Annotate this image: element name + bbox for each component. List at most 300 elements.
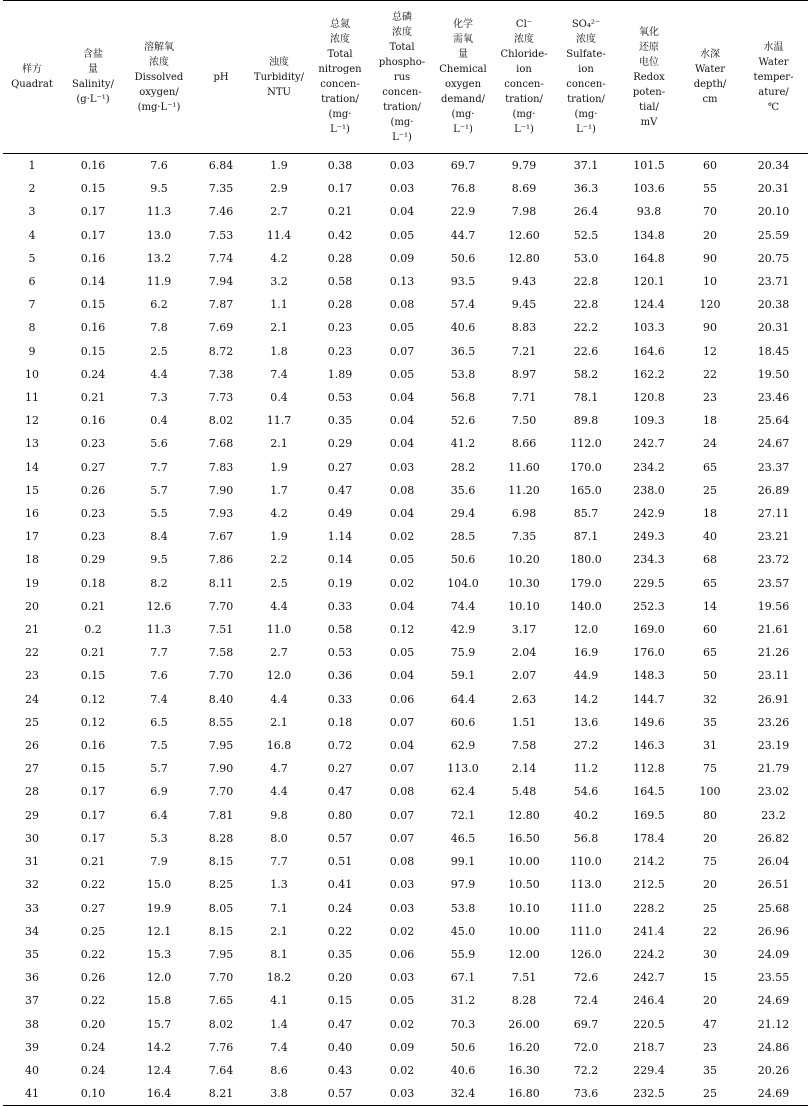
table-cell: 0.15 xyxy=(80,762,106,776)
table-cell: 24.67 xyxy=(757,437,790,451)
table-cell: 27.11 xyxy=(757,507,790,521)
table-cell: 36.5 xyxy=(450,344,476,358)
table-cell: 3.17 xyxy=(511,623,537,637)
table-cell: 23.46 xyxy=(757,391,790,405)
table-cell: 0.21 xyxy=(80,646,106,660)
table-cell: 16.20 xyxy=(508,1040,540,1054)
table-cell: 44.9 xyxy=(573,669,599,683)
table-cell: 0.07 xyxy=(389,762,415,776)
table-cell: 7.6 xyxy=(150,159,168,172)
table-cell: 0.17 xyxy=(80,205,106,219)
table-cell: 0.21 xyxy=(80,391,106,405)
table-row xyxy=(3,340,808,363)
table-cell: 14.2 xyxy=(573,692,599,706)
table-cell: 218.7 xyxy=(633,1040,665,1054)
table-row xyxy=(3,316,808,339)
table-cell: 10 xyxy=(703,275,717,289)
table-cell: 3.2 xyxy=(270,275,288,289)
table-cell: 24 xyxy=(25,692,39,706)
table-cell: 35 xyxy=(25,947,39,961)
table-cell: 0.80 xyxy=(327,808,353,822)
table-cell: 9.5 xyxy=(150,553,168,567)
table-cell: 26.4 xyxy=(573,205,599,219)
table-cell: 78.1 xyxy=(573,391,599,405)
table-cell: 60 xyxy=(703,159,717,172)
table-cell: 0.27 xyxy=(80,901,106,915)
table-cell: 0.15 xyxy=(80,669,106,683)
table-cell: 7.5 xyxy=(150,739,168,753)
table-cell: 30 xyxy=(703,947,717,961)
water-quality-table xyxy=(3,0,808,1106)
table-cell: 2.7 xyxy=(270,646,288,660)
table-cell: 26.89 xyxy=(757,483,790,497)
column-header xyxy=(739,1,808,154)
table-cell: 35.6 xyxy=(450,483,476,497)
table-cell: 164.8 xyxy=(633,251,665,265)
table-cell: 0.57 xyxy=(309,1082,371,1106)
table-cell: 99.1 xyxy=(450,855,476,869)
table-cell: 0.04 xyxy=(389,391,415,405)
table-row xyxy=(3,595,808,618)
table-cell: 23.55 xyxy=(757,971,790,985)
column-header-en: Chemical oxygen demand/ (mg· L⁻¹) xyxy=(439,64,487,135)
table-cell: 25 xyxy=(681,1082,739,1106)
table-cell: 69.7 xyxy=(450,159,476,172)
table-cell: 0.17 xyxy=(80,831,106,845)
table-cell: 24.69 xyxy=(739,1082,808,1106)
table-row xyxy=(3,363,808,386)
table-cell: 1.9 xyxy=(270,530,288,544)
table-cell: 0.16 xyxy=(80,321,106,335)
table-cell: 1.4 xyxy=(270,1017,288,1031)
column-header-cn: 水温 xyxy=(763,41,784,53)
table-cell: 0.08 xyxy=(389,298,415,312)
table-cell: 69.7 xyxy=(573,1017,599,1031)
table-cell: 220.5 xyxy=(633,1017,665,1031)
table-cell: 10.50 xyxy=(508,878,540,892)
table-cell: 11.3 xyxy=(146,623,172,637)
table-cell: 0.03 xyxy=(389,182,415,196)
table-header-row xyxy=(3,1,808,154)
column-header xyxy=(371,1,433,154)
table-cell: 7.8 xyxy=(150,321,168,335)
table-cell: 0.07 xyxy=(389,831,415,845)
table-cell: 31 xyxy=(25,855,39,869)
table-cell: 134.8 xyxy=(633,228,665,242)
table-cell: 68 xyxy=(703,553,717,567)
table-cell: 0.33 xyxy=(327,692,353,706)
table-cell: 40.6 xyxy=(450,1063,476,1077)
table-cell: 0.33 xyxy=(327,599,353,613)
table-row xyxy=(3,757,808,780)
table-cell: 8.05 xyxy=(208,901,234,915)
table-cell: 7.21 xyxy=(511,344,537,358)
table-cell: 124.4 xyxy=(633,298,665,312)
table-row xyxy=(3,548,808,571)
table-cell: 27.2 xyxy=(573,739,599,753)
table-cell: 16.80 xyxy=(493,1082,555,1106)
table-cell: 2.1 xyxy=(270,437,288,451)
table-cell: 31.2 xyxy=(450,994,476,1008)
table-cell: 2.07 xyxy=(511,669,537,683)
table-cell: 11.9 xyxy=(146,275,172,289)
table-cell: 7.58 xyxy=(208,646,234,660)
column-header-en: Total nitrogen concen- tration/ (mg· L⁻¹) xyxy=(318,49,362,135)
table-cell: 34 xyxy=(25,924,39,938)
table-cell: 2.1 xyxy=(270,321,288,335)
table-cell: 35 xyxy=(703,715,717,729)
table-cell: 7.67 xyxy=(208,530,234,544)
table-cell: 1.3 xyxy=(270,878,288,892)
table-cell: 112.0 xyxy=(570,437,602,451)
table-cell: 8.66 xyxy=(511,437,537,451)
table-cell: 1.89 xyxy=(327,367,353,381)
table-cell: 56.8 xyxy=(450,391,476,405)
table-cell: 10.00 xyxy=(508,855,540,869)
table-cell: 0.22 xyxy=(80,878,106,892)
table-cell: 4.4 xyxy=(270,785,288,799)
column-header-cn: 水深 xyxy=(700,49,720,60)
table-cell: 20.34 xyxy=(757,159,790,172)
table-cell: 242.7 xyxy=(633,437,665,451)
table-cell: 12.00 xyxy=(508,947,540,961)
table-row xyxy=(3,1082,808,1106)
table-cell: 76.8 xyxy=(450,182,476,196)
column-header-en: Water temper- ature/ ℃ xyxy=(753,56,794,113)
table-cell: 27 xyxy=(25,762,39,776)
table-cell: 0.03 xyxy=(389,878,415,892)
table-cell: 17 xyxy=(25,530,39,544)
table-cell: 7.51 xyxy=(208,623,234,637)
table-cell: 0.53 xyxy=(327,646,353,660)
table-cell: 0.02 xyxy=(389,1063,415,1077)
table-cell: 0.02 xyxy=(389,530,415,544)
table-cell: 50.6 xyxy=(450,251,476,265)
table-cell: 7.9 xyxy=(150,855,168,869)
table-cell: 12.1 xyxy=(146,924,172,938)
table-cell: 0.26 xyxy=(80,971,106,985)
table-cell: 59.1 xyxy=(450,669,476,683)
table-cell: 0.35 xyxy=(327,947,353,961)
table-cell: 7.4 xyxy=(270,367,288,381)
table-cell: 18.2 xyxy=(266,971,292,985)
table-cell: 242.7 xyxy=(633,971,665,985)
table-cell: 5.7 xyxy=(150,483,168,497)
table-cell: 0.07 xyxy=(389,344,415,358)
table-cell: 7.81 xyxy=(208,808,234,822)
table-cell: 0.04 xyxy=(389,669,415,683)
table-cell: 7.70 xyxy=(208,669,234,683)
table-cell: 7.70 xyxy=(208,599,234,613)
table-cell: 18 xyxy=(703,507,717,521)
table-cell: 26.51 xyxy=(757,878,790,892)
table-cell: 62.4 xyxy=(450,785,476,799)
table-row xyxy=(3,177,808,200)
table-cell: 2.5 xyxy=(150,344,168,358)
table-cell: 28 xyxy=(25,785,39,799)
table-row xyxy=(3,525,808,548)
table-row xyxy=(3,734,808,757)
table-cell: 11.20 xyxy=(508,483,540,497)
table-cell: 0.27 xyxy=(80,460,106,474)
table-cell: 0.26 xyxy=(80,483,106,497)
table-cell: 12 xyxy=(25,414,39,428)
table-cell: 73.6 xyxy=(555,1082,617,1106)
table-cell: 0.18 xyxy=(80,576,106,590)
table-cell: 7.7 xyxy=(150,460,168,474)
table-cell: 7.1 xyxy=(270,901,288,915)
table-cell: 0.15 xyxy=(80,344,106,358)
table-cell: 7 xyxy=(28,298,36,312)
table-cell: 164.5 xyxy=(633,785,665,799)
table-cell: 11.7 xyxy=(266,414,292,428)
table-cell: 2.7 xyxy=(270,205,288,219)
table-cell: 103.3 xyxy=(633,321,665,335)
column-header xyxy=(617,1,681,154)
table-cell: 11.0 xyxy=(266,623,292,637)
table-cell: 8.15 xyxy=(208,855,234,869)
table-cell: 0.19 xyxy=(327,576,353,590)
table-cell: 169.5 xyxy=(633,808,665,822)
table-cell: 11.3 xyxy=(146,205,172,219)
table-cell: 228.2 xyxy=(633,901,665,915)
table-cell: 4.7 xyxy=(270,762,288,776)
table-cell: 16.9 xyxy=(573,646,599,660)
table-cell: 57.4 xyxy=(450,298,476,312)
table-cell: 1.51 xyxy=(511,715,537,729)
table-cell: 23 xyxy=(703,391,717,405)
table-cell: 6.4 xyxy=(150,808,168,822)
table-cell: 53.8 xyxy=(450,901,476,915)
table-cell: 10 xyxy=(25,367,39,381)
table-cell: 20.31 xyxy=(757,321,790,335)
table-cell: 0.12 xyxy=(80,715,106,729)
table-cell: 8.02 xyxy=(208,414,234,428)
table-cell: 60 xyxy=(703,623,717,637)
table-cell: 11.4 xyxy=(266,228,292,242)
table-cell: 8.1 xyxy=(270,947,288,961)
table-cell: 0.04 xyxy=(389,599,415,613)
table-cell: 23.37 xyxy=(757,460,790,474)
table-cell: 146.3 xyxy=(633,739,665,753)
table-cell: 54.6 xyxy=(573,785,599,799)
table-cell: 0.02 xyxy=(389,924,415,938)
table-cell: 8.4 xyxy=(150,530,168,544)
table-cell: 149.6 xyxy=(633,715,665,729)
table-cell: 112.8 xyxy=(633,762,665,776)
table-cell: 20.31 xyxy=(757,182,790,196)
table-cell: 7.98 xyxy=(511,205,537,219)
table-cell: 8.11 xyxy=(208,576,234,590)
table-cell: 55.9 xyxy=(450,947,476,961)
table-cell: 12.80 xyxy=(508,808,540,822)
table-cell: 6 xyxy=(28,275,36,289)
table-cell: 93.8 xyxy=(636,205,662,219)
table-cell: 0.07 xyxy=(389,715,415,729)
table-row xyxy=(3,641,808,664)
table-row xyxy=(3,200,808,223)
table-cell: 74.4 xyxy=(450,599,476,613)
table-cell: 7.94 xyxy=(208,275,234,289)
table-cell: 47 xyxy=(703,1017,717,1031)
table-cell: 0.12 xyxy=(80,692,106,706)
table-cell: 40.6 xyxy=(450,321,476,335)
table-cell: 28.2 xyxy=(450,460,476,474)
table-cell: 35 xyxy=(703,1063,717,1077)
table-cell: 0.15 xyxy=(80,298,106,312)
table-cell: 24 xyxy=(703,437,717,451)
table-cell: 32 xyxy=(703,692,717,706)
table-cell: 62.9 xyxy=(450,739,476,753)
table-cell: 0.27 xyxy=(327,460,353,474)
table-cell: 28.5 xyxy=(450,530,476,544)
table-cell: 19.56 xyxy=(757,599,790,613)
table-cell: 0.21 xyxy=(327,205,353,219)
table-cell: 65 xyxy=(703,576,717,590)
table-cell: 5.7 xyxy=(150,762,168,776)
table-cell: 7.73 xyxy=(208,391,234,405)
table-cell: 16.8 xyxy=(266,739,292,753)
table-row xyxy=(3,479,808,502)
table-cell: 7.90 xyxy=(208,483,234,497)
table-cell: 21.12 xyxy=(757,1017,790,1031)
table-cell: 13.0 xyxy=(146,228,172,242)
table-row xyxy=(3,1036,808,1059)
table-cell: 13.6 xyxy=(573,715,599,729)
table-cell: 41.2 xyxy=(450,437,476,451)
table-cell: 26.04 xyxy=(757,855,790,869)
table-cell: 45.0 xyxy=(450,924,476,938)
table-cell: 0.13 xyxy=(389,275,415,289)
table-cell: 15 xyxy=(703,971,717,985)
table-cell: 0.05 xyxy=(389,367,415,381)
table-cell: 7.74 xyxy=(208,251,234,265)
table-row xyxy=(3,409,808,432)
table-cell: 0.38 xyxy=(327,159,353,172)
table-cell: 0.23 xyxy=(327,344,353,358)
table-cell: 25 xyxy=(703,901,717,915)
table-row xyxy=(3,1013,808,1036)
table-cell: 7.53 xyxy=(208,228,234,242)
table-cell: 8.6 xyxy=(270,1063,288,1077)
table-cell: 0.06 xyxy=(389,692,415,706)
table-cell: 7.64 xyxy=(208,1063,234,1077)
table-cell: 0.28 xyxy=(327,251,353,265)
table-cell: 0.04 xyxy=(389,437,415,451)
table-cell: 1.9 xyxy=(270,159,288,172)
table-cell: 1.8 xyxy=(270,344,288,358)
table-cell: 50.6 xyxy=(450,1040,476,1054)
table-cell: 25 xyxy=(25,715,39,729)
table-cell: 7.83 xyxy=(208,460,234,474)
table-cell: 70.3 xyxy=(450,1017,476,1031)
table-cell: 19.50 xyxy=(757,367,790,381)
table-cell: 9.8 xyxy=(270,808,288,822)
table-cell: 0.72 xyxy=(327,739,353,753)
table-cell: 36 xyxy=(25,971,39,985)
table-cell: 32.4 xyxy=(433,1082,493,1106)
table-cell: 12.0 xyxy=(573,623,599,637)
table-cell: 10.20 xyxy=(508,553,540,567)
table-cell: 8.2 xyxy=(150,576,168,590)
table-cell: 22.8 xyxy=(573,298,599,312)
table-cell: 0.08 xyxy=(389,785,415,799)
table-row xyxy=(3,572,808,595)
table-cell: 0.23 xyxy=(80,507,106,521)
table-cell: 7.68 xyxy=(208,437,234,451)
table-cell: 25.64 xyxy=(757,414,790,428)
table-cell: 0.05 xyxy=(389,228,415,242)
table-cell: 52.5 xyxy=(573,228,599,242)
table-cell: 97.9 xyxy=(450,878,476,892)
table-cell: 7.76 xyxy=(208,1040,234,1054)
table-cell: 0.17 xyxy=(80,228,106,242)
table-cell: 14.2 xyxy=(146,1040,172,1054)
table-cell: 8.83 xyxy=(511,321,537,335)
table-cell: 50 xyxy=(703,669,717,683)
table-cell: 14 xyxy=(25,460,39,474)
table-cell: 32 xyxy=(25,878,39,892)
table-cell: 2.14 xyxy=(511,762,537,776)
table-row xyxy=(3,711,808,734)
table-row xyxy=(3,293,808,316)
table-cell: 46.5 xyxy=(450,831,476,845)
table-cell: 0.35 xyxy=(327,414,353,428)
table-cell: 7.93 xyxy=(208,507,234,521)
table-cell: 0.53 xyxy=(327,391,353,405)
column-header-en: Dissolved oxygen/ (mg·L⁻¹) xyxy=(134,71,184,113)
table-cell: 0.25 xyxy=(80,924,106,938)
table-cell: 25 xyxy=(703,483,717,497)
table-cell: 234.3 xyxy=(633,553,665,567)
table-row xyxy=(3,850,808,873)
table-cell: 15.7 xyxy=(146,1017,172,1031)
table-cell: 0.49 xyxy=(327,507,353,521)
table-cell: 22 xyxy=(25,646,39,660)
table-cell: 0.20 xyxy=(80,1017,106,1031)
table-cell: 33 xyxy=(25,901,39,915)
table-cell: 22 xyxy=(703,367,717,381)
table-cell: 7.50 xyxy=(511,414,537,428)
table-cell: 0.04 xyxy=(389,739,415,753)
table-cell: 242.9 xyxy=(633,507,665,521)
table-cell: 0.47 xyxy=(327,1017,353,1031)
table-cell: 101.5 xyxy=(633,159,665,172)
table-cell: 140.0 xyxy=(570,599,602,613)
table-cell: 0.09 xyxy=(389,251,415,265)
table-cell: 52.6 xyxy=(450,414,476,428)
column-header-cn: 含盐 量 xyxy=(83,49,103,75)
column-header-cn: 总氮 浓度 xyxy=(330,19,350,45)
table-cell: 85.7 xyxy=(573,507,599,521)
table-cell: 169.0 xyxy=(633,623,665,637)
table-cell: 120.8 xyxy=(633,391,665,405)
table-cell: 246.4 xyxy=(633,994,665,1008)
table-cell: 165.0 xyxy=(570,483,602,497)
column-header-cn: 溶解氧 浓度 xyxy=(144,41,174,68)
table-cell: 0.05 xyxy=(389,646,415,660)
table-cell: 19 xyxy=(25,576,39,590)
table-cell: 0.23 xyxy=(80,437,106,451)
table-cell: 0.16 xyxy=(80,251,106,265)
table-cell: 0.05 xyxy=(389,994,415,1008)
table-cell: 0.06 xyxy=(389,947,415,961)
table-cell: 7.86 xyxy=(208,553,234,567)
table-row xyxy=(3,966,808,989)
table-cell: 164.6 xyxy=(633,344,665,358)
table-cell: 10.30 xyxy=(508,576,540,590)
column-header-cn: SO₄²⁻ 浓度 xyxy=(571,19,601,45)
